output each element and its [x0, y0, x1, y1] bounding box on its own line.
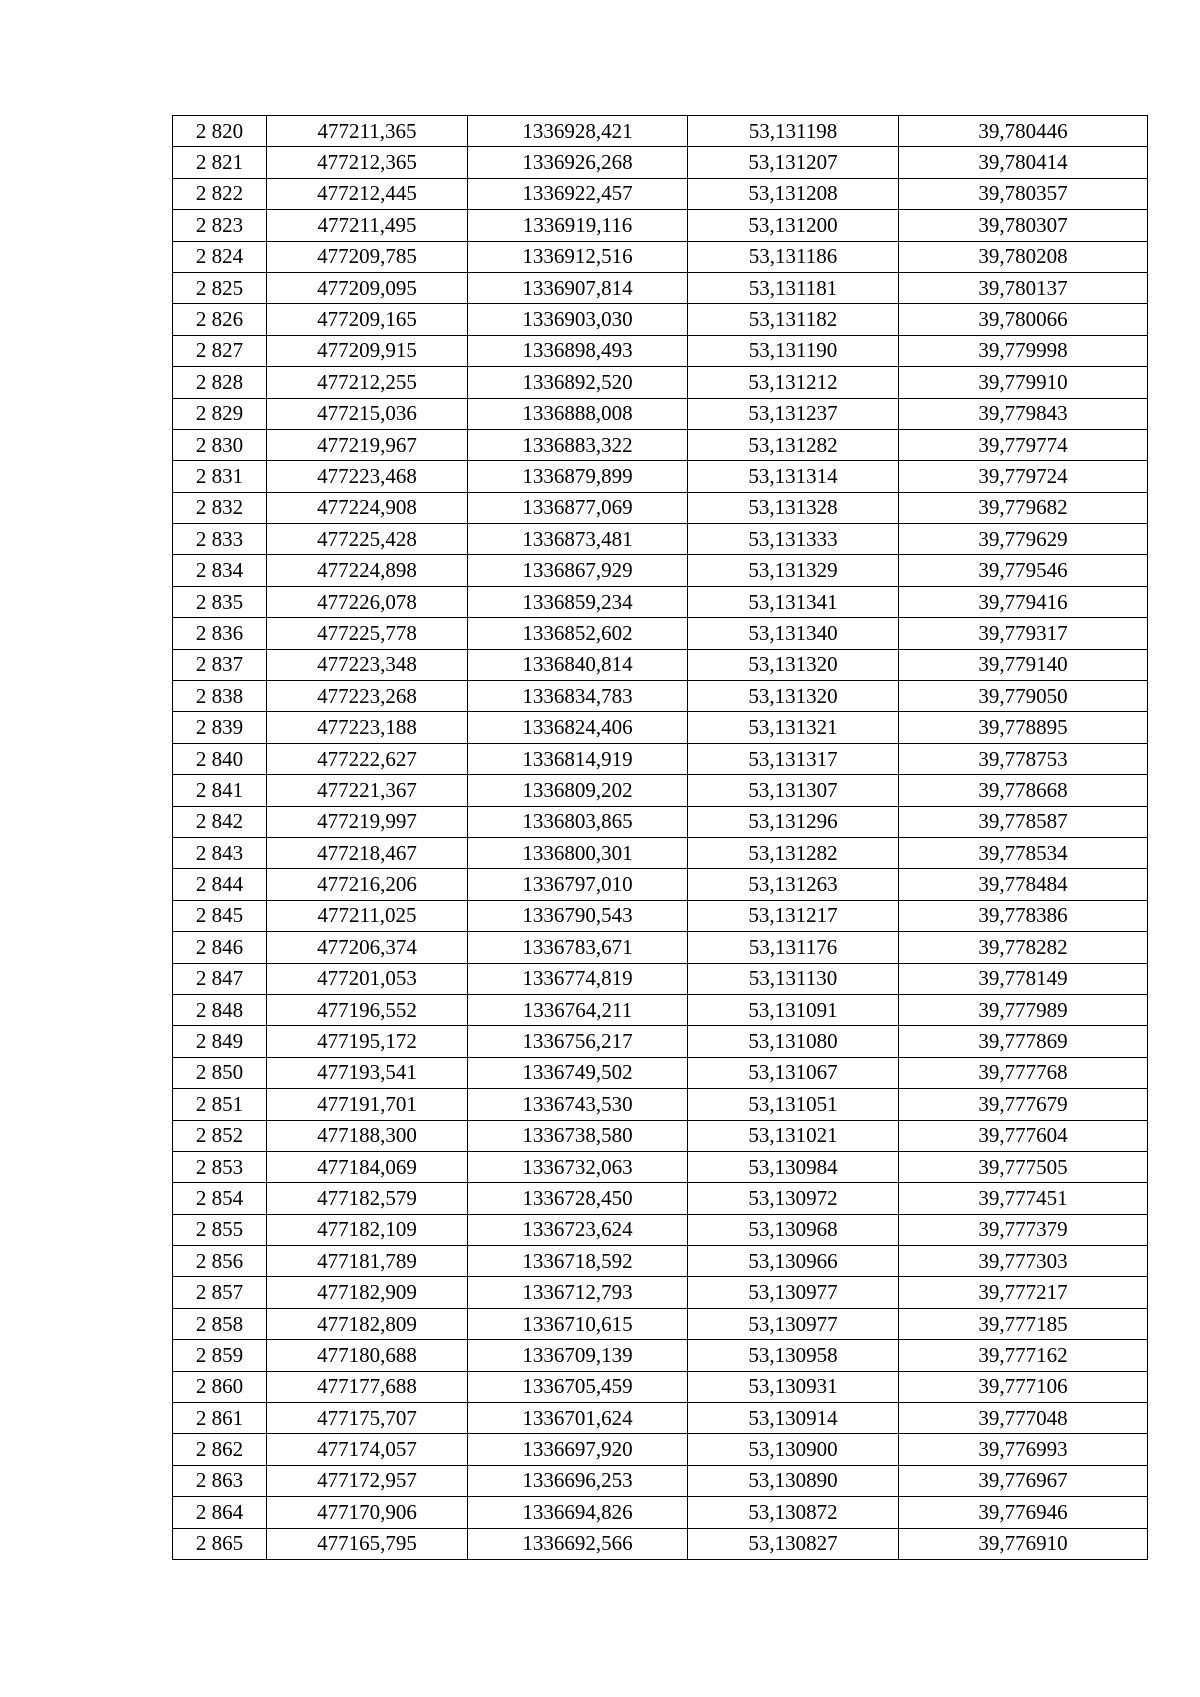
- longitude-cell: 39,777989: [899, 994, 1148, 1025]
- latitude-cell: 53,131333: [688, 524, 899, 555]
- coordinates-table: [172, 115, 1148, 1560]
- point-number-cell: 2 838: [173, 681, 267, 712]
- y-coordinate-cell: 1336774,819: [468, 963, 688, 994]
- latitude-cell: 53,131314: [688, 461, 899, 492]
- longitude-cell: 39,776967: [899, 1465, 1148, 1496]
- longitude-cell: 39,779774: [899, 429, 1148, 460]
- longitude-cell: 39,778534: [899, 837, 1148, 868]
- table-row: [173, 1183, 1148, 1214]
- y-coordinate-cell: 1336883,322: [468, 429, 688, 460]
- latitude-cell: 53,130931: [688, 1371, 899, 1402]
- longitude-cell: 39,777106: [899, 1371, 1148, 1402]
- x-coordinate-cell: 477182,809: [267, 1308, 468, 1339]
- point-number-cell: 2 858: [173, 1308, 267, 1339]
- latitude-cell: 53,130984: [688, 1151, 899, 1182]
- y-coordinate-cell: 1336694,826: [468, 1497, 688, 1528]
- x-coordinate-cell: 477221,367: [267, 775, 468, 806]
- x-coordinate-cell: 477215,036: [267, 398, 468, 429]
- table-row: [173, 775, 1148, 806]
- longitude-cell: 39,778587: [899, 806, 1148, 837]
- table-row: [173, 1277, 1148, 1308]
- point-number-cell: 2 823: [173, 210, 267, 241]
- longitude-cell: 39,780137: [899, 272, 1148, 303]
- x-coordinate-cell: 477222,627: [267, 743, 468, 774]
- longitude-cell: 39,779050: [899, 681, 1148, 712]
- table-row: [173, 1434, 1148, 1465]
- y-coordinate-cell: 1336732,063: [468, 1151, 688, 1182]
- y-coordinate-cell: 1336834,783: [468, 681, 688, 712]
- longitude-cell: 39,778282: [899, 932, 1148, 963]
- point-number-cell: 2 827: [173, 335, 267, 366]
- y-coordinate-cell: 1336723,624: [468, 1214, 688, 1245]
- latitude-cell: 53,131208: [688, 178, 899, 209]
- table-row: [173, 837, 1148, 868]
- point-number-cell: 2 821: [173, 147, 267, 178]
- longitude-cell: 39,779317: [899, 618, 1148, 649]
- table-row: [173, 1089, 1148, 1120]
- latitude-cell: 53,131190: [688, 335, 899, 366]
- point-number-cell: 2 832: [173, 492, 267, 523]
- latitude-cell: 53,130972: [688, 1183, 899, 1214]
- latitude-cell: 53,130900: [688, 1434, 899, 1465]
- x-coordinate-cell: 477209,785: [267, 241, 468, 272]
- y-coordinate-cell: 1336926,268: [468, 147, 688, 178]
- y-coordinate-cell: 1336756,217: [468, 1026, 688, 1057]
- y-coordinate-cell: 1336814,919: [468, 743, 688, 774]
- table-row: [173, 649, 1148, 680]
- y-coordinate-cell: 1336919,116: [468, 210, 688, 241]
- longitude-cell: 39,777048: [899, 1403, 1148, 1434]
- x-coordinate-cell: 477223,468: [267, 461, 468, 492]
- table-row: [173, 1340, 1148, 1371]
- point-number-cell: 2 822: [173, 178, 267, 209]
- x-coordinate-cell: 477172,957: [267, 1465, 468, 1496]
- y-coordinate-cell: 1336701,624: [468, 1403, 688, 1434]
- latitude-cell: 53,130872: [688, 1497, 899, 1528]
- y-coordinate-cell: 1336783,671: [468, 932, 688, 963]
- table-row: [173, 272, 1148, 303]
- point-number-cell: 2 830: [173, 429, 267, 460]
- latitude-cell: 53,131091: [688, 994, 899, 1025]
- table-row: [173, 1371, 1148, 1402]
- point-number-cell: 2 863: [173, 1465, 267, 1496]
- longitude-cell: 39,777604: [899, 1120, 1148, 1151]
- longitude-cell: 39,779910: [899, 367, 1148, 398]
- latitude-cell: 53,130958: [688, 1340, 899, 1371]
- longitude-cell: 39,780066: [899, 304, 1148, 335]
- longitude-cell: 39,777505: [899, 1151, 1148, 1182]
- longitude-cell: 39,777679: [899, 1089, 1148, 1120]
- y-coordinate-cell: 1336705,459: [468, 1371, 688, 1402]
- latitude-cell: 53,131317: [688, 743, 899, 774]
- latitude-cell: 53,131307: [688, 775, 899, 806]
- longitude-cell: 39,779724: [899, 461, 1148, 492]
- x-coordinate-cell: 477218,467: [267, 837, 468, 868]
- point-number-cell: 2 841: [173, 775, 267, 806]
- latitude-cell: 53,131181: [688, 272, 899, 303]
- table-row: [173, 335, 1148, 366]
- latitude-cell: 53,131051: [688, 1089, 899, 1120]
- x-coordinate-cell: 477180,688: [267, 1340, 468, 1371]
- x-coordinate-cell: 477225,778: [267, 618, 468, 649]
- longitude-cell: 39,777185: [899, 1308, 1148, 1339]
- table-row: [173, 1026, 1148, 1057]
- point-number-cell: 2 849: [173, 1026, 267, 1057]
- longitude-cell: 39,778895: [899, 712, 1148, 743]
- latitude-cell: 53,131080: [688, 1026, 899, 1057]
- point-number-cell: 2 824: [173, 241, 267, 272]
- y-coordinate-cell: 1336718,592: [468, 1246, 688, 1277]
- table-row: [173, 398, 1148, 429]
- x-coordinate-cell: 477193,541: [267, 1057, 468, 1088]
- longitude-cell: 39,777768: [899, 1057, 1148, 1088]
- point-number-cell: 2 854: [173, 1183, 267, 1214]
- point-number-cell: 2 855: [173, 1214, 267, 1245]
- point-number-cell: 2 857: [173, 1277, 267, 1308]
- point-number-cell: 2 851: [173, 1089, 267, 1120]
- y-coordinate-cell: 1336840,814: [468, 649, 688, 680]
- latitude-cell: 53,130966: [688, 1246, 899, 1277]
- y-coordinate-cell: 1336877,069: [468, 492, 688, 523]
- y-coordinate-cell: 1336692,566: [468, 1528, 688, 1559]
- longitude-cell: 39,776993: [899, 1434, 1148, 1465]
- table-row: [173, 743, 1148, 774]
- longitude-cell: 39,779140: [899, 649, 1148, 680]
- latitude-cell: 53,131212: [688, 367, 899, 398]
- point-number-cell: 2 860: [173, 1371, 267, 1402]
- latitude-cell: 53,131237: [688, 398, 899, 429]
- x-coordinate-cell: 477211,365: [267, 116, 468, 147]
- y-coordinate-cell: 1336809,202: [468, 775, 688, 806]
- y-coordinate-cell: 1336790,543: [468, 900, 688, 931]
- y-coordinate-cell: 1336898,493: [468, 335, 688, 366]
- longitude-cell: 39,777303: [899, 1246, 1148, 1277]
- x-coordinate-cell: 477224,908: [267, 492, 468, 523]
- longitude-cell: 39,778386: [899, 900, 1148, 931]
- y-coordinate-cell: 1336912,516: [468, 241, 688, 272]
- table-row: [173, 555, 1148, 586]
- x-coordinate-cell: 477219,967: [267, 429, 468, 460]
- latitude-cell: 53,131329: [688, 555, 899, 586]
- longitude-cell: 39,776946: [899, 1497, 1148, 1528]
- latitude-cell: 53,130914: [688, 1403, 899, 1434]
- table-row: [173, 147, 1148, 178]
- table-row: [173, 681, 1148, 712]
- point-number-cell: 2 853: [173, 1151, 267, 1182]
- latitude-cell: 53,131328: [688, 492, 899, 523]
- latitude-cell: 53,131207: [688, 147, 899, 178]
- y-coordinate-cell: 1336888,008: [468, 398, 688, 429]
- x-coordinate-cell: 477170,906: [267, 1497, 468, 1528]
- longitude-cell: 39,780208: [899, 241, 1148, 272]
- latitude-cell: 53,131198: [688, 116, 899, 147]
- point-number-cell: 2 839: [173, 712, 267, 743]
- table-row: [173, 994, 1148, 1025]
- y-coordinate-cell: 1336710,615: [468, 1308, 688, 1339]
- table-row: [173, 178, 1148, 209]
- y-coordinate-cell: 1336697,920: [468, 1434, 688, 1465]
- longitude-cell: 39,779629: [899, 524, 1148, 555]
- table-row: [173, 304, 1148, 335]
- latitude-cell: 53,131282: [688, 429, 899, 460]
- table-row: [173, 869, 1148, 900]
- table-row: [173, 1246, 1148, 1277]
- table-row: [173, 1465, 1148, 1496]
- point-number-cell: 2 846: [173, 932, 267, 963]
- point-number-cell: 2 837: [173, 649, 267, 680]
- latitude-cell: 53,131282: [688, 837, 899, 868]
- latitude-cell: 53,131182: [688, 304, 899, 335]
- longitude-cell: 39,777451: [899, 1183, 1148, 1214]
- y-coordinate-cell: 1336824,406: [468, 712, 688, 743]
- point-number-cell: 2 831: [173, 461, 267, 492]
- x-coordinate-cell: 477206,374: [267, 932, 468, 963]
- table-row: [173, 367, 1148, 398]
- y-coordinate-cell: 1336852,602: [468, 618, 688, 649]
- y-coordinate-cell: 1336928,421: [468, 116, 688, 147]
- point-number-cell: 2 840: [173, 743, 267, 774]
- table-row: [173, 524, 1148, 555]
- x-coordinate-cell: 477211,495: [267, 210, 468, 241]
- latitude-cell: 53,131340: [688, 618, 899, 649]
- x-coordinate-cell: 477212,365: [267, 147, 468, 178]
- latitude-cell: 53,131130: [688, 963, 899, 994]
- latitude-cell: 53,130968: [688, 1214, 899, 1245]
- x-coordinate-cell: 477224,898: [267, 555, 468, 586]
- point-number-cell: 2 864: [173, 1497, 267, 1528]
- longitude-cell: 39,780357: [899, 178, 1148, 209]
- table-row: [173, 1214, 1148, 1245]
- longitude-cell: 39,779998: [899, 335, 1148, 366]
- x-coordinate-cell: 477195,172: [267, 1026, 468, 1057]
- coordinates-table-body: [173, 116, 1148, 1560]
- point-number-cell: 2 829: [173, 398, 267, 429]
- y-coordinate-cell: 1336867,929: [468, 555, 688, 586]
- longitude-cell: 39,777217: [899, 1277, 1148, 1308]
- y-coordinate-cell: 1336728,450: [468, 1183, 688, 1214]
- x-coordinate-cell: 477174,057: [267, 1434, 468, 1465]
- point-number-cell: 2 834: [173, 555, 267, 586]
- x-coordinate-cell: 477211,025: [267, 900, 468, 931]
- x-coordinate-cell: 477188,300: [267, 1120, 468, 1151]
- point-number-cell: 2 835: [173, 586, 267, 617]
- table-row: [173, 429, 1148, 460]
- point-number-cell: 2 828: [173, 367, 267, 398]
- x-coordinate-cell: 477196,552: [267, 994, 468, 1025]
- longitude-cell: 39,780414: [899, 147, 1148, 178]
- table-row: [173, 963, 1148, 994]
- table-row: [173, 210, 1148, 241]
- table-row: [173, 1403, 1148, 1434]
- point-number-cell: 2 842: [173, 806, 267, 837]
- y-coordinate-cell: 1336749,502: [468, 1057, 688, 1088]
- y-coordinate-cell: 1336797,010: [468, 869, 688, 900]
- longitude-cell: 39,779416: [899, 586, 1148, 617]
- point-number-cell: 2 861: [173, 1403, 267, 1434]
- x-coordinate-cell: 477223,268: [267, 681, 468, 712]
- point-number-cell: 2 848: [173, 994, 267, 1025]
- table-row: [173, 461, 1148, 492]
- longitude-cell: 39,780446: [899, 116, 1148, 147]
- y-coordinate-cell: 1336859,234: [468, 586, 688, 617]
- point-number-cell: 2 859: [173, 1340, 267, 1371]
- y-coordinate-cell: 1336892,520: [468, 367, 688, 398]
- x-coordinate-cell: 477177,688: [267, 1371, 468, 1402]
- latitude-cell: 53,131217: [688, 900, 899, 931]
- x-coordinate-cell: 477212,445: [267, 178, 468, 209]
- longitude-cell: 39,778484: [899, 869, 1148, 900]
- y-coordinate-cell: 1336873,481: [468, 524, 688, 555]
- latitude-cell: 53,131200: [688, 210, 899, 241]
- table-row: [173, 900, 1148, 931]
- latitude-cell: 53,130977: [688, 1277, 899, 1308]
- y-coordinate-cell: 1336903,030: [468, 304, 688, 335]
- x-coordinate-cell: 477216,206: [267, 869, 468, 900]
- latitude-cell: 53,131320: [688, 649, 899, 680]
- latitude-cell: 53,130827: [688, 1528, 899, 1559]
- longitude-cell: 39,779843: [899, 398, 1148, 429]
- x-coordinate-cell: 477182,579: [267, 1183, 468, 1214]
- latitude-cell: 53,130977: [688, 1308, 899, 1339]
- table-row: [173, 618, 1148, 649]
- latitude-cell: 53,131263: [688, 869, 899, 900]
- y-coordinate-cell: 1336709,139: [468, 1340, 688, 1371]
- longitude-cell: 39,778753: [899, 743, 1148, 774]
- longitude-cell: 39,780307: [899, 210, 1148, 241]
- table-row: [173, 712, 1148, 743]
- longitude-cell: 39,779682: [899, 492, 1148, 523]
- latitude-cell: 53,131067: [688, 1057, 899, 1088]
- x-coordinate-cell: 477209,095: [267, 272, 468, 303]
- x-coordinate-cell: 477182,909: [267, 1277, 468, 1308]
- table-row: [173, 586, 1148, 617]
- latitude-cell: 53,131341: [688, 586, 899, 617]
- table-row: [173, 932, 1148, 963]
- longitude-cell: 39,778668: [899, 775, 1148, 806]
- table-row: [173, 1151, 1148, 1182]
- x-coordinate-cell: 477225,428: [267, 524, 468, 555]
- table-row: [173, 1057, 1148, 1088]
- x-coordinate-cell: 477209,165: [267, 304, 468, 335]
- x-coordinate-cell: 477209,915: [267, 335, 468, 366]
- latitude-cell: 53,131320: [688, 681, 899, 712]
- latitude-cell: 53,131021: [688, 1120, 899, 1151]
- x-coordinate-cell: 477184,069: [267, 1151, 468, 1182]
- table-row: [173, 1528, 1148, 1559]
- x-coordinate-cell: 477181,789: [267, 1246, 468, 1277]
- latitude-cell: 53,131296: [688, 806, 899, 837]
- x-coordinate-cell: 477219,997: [267, 806, 468, 837]
- table-row: [173, 241, 1148, 272]
- longitude-cell: 39,777379: [899, 1214, 1148, 1245]
- y-coordinate-cell: 1336712,793: [468, 1277, 688, 1308]
- point-number-cell: 2 833: [173, 524, 267, 555]
- longitude-cell: 39,779546: [899, 555, 1148, 586]
- table-row: [173, 1497, 1148, 1528]
- point-number-cell: 2 843: [173, 837, 267, 868]
- y-coordinate-cell: 1336764,211: [468, 994, 688, 1025]
- y-coordinate-cell: 1336879,899: [468, 461, 688, 492]
- point-number-cell: 2 844: [173, 869, 267, 900]
- point-number-cell: 2 862: [173, 1434, 267, 1465]
- x-coordinate-cell: 477182,109: [267, 1214, 468, 1245]
- longitude-cell: 39,777162: [899, 1340, 1148, 1371]
- latitude-cell: 53,131176: [688, 932, 899, 963]
- x-coordinate-cell: 477191,701: [267, 1089, 468, 1120]
- y-coordinate-cell: 1336743,530: [468, 1089, 688, 1120]
- table-row: [173, 116, 1148, 147]
- y-coordinate-cell: 1336922,457: [468, 178, 688, 209]
- point-number-cell: 2 825: [173, 272, 267, 303]
- table-row: [173, 1120, 1148, 1151]
- point-number-cell: 2 836: [173, 618, 267, 649]
- x-coordinate-cell: 477226,078: [267, 586, 468, 617]
- x-coordinate-cell: 477165,795: [267, 1528, 468, 1559]
- point-number-cell: 2 847: [173, 963, 267, 994]
- x-coordinate-cell: 477223,188: [267, 712, 468, 743]
- point-number-cell: 2 850: [173, 1057, 267, 1088]
- x-coordinate-cell: 477175,707: [267, 1403, 468, 1434]
- point-number-cell: 2 826: [173, 304, 267, 335]
- point-number-cell: 2 852: [173, 1120, 267, 1151]
- latitude-cell: 53,131186: [688, 241, 899, 272]
- y-coordinate-cell: 1336696,253: [468, 1465, 688, 1496]
- point-number-cell: 2 820: [173, 116, 267, 147]
- y-coordinate-cell: 1336738,580: [468, 1120, 688, 1151]
- y-coordinate-cell: 1336907,814: [468, 272, 688, 303]
- x-coordinate-cell: 477201,053: [267, 963, 468, 994]
- y-coordinate-cell: 1336803,865: [468, 806, 688, 837]
- x-coordinate-cell: 477212,255: [267, 367, 468, 398]
- table-row: [173, 492, 1148, 523]
- point-number-cell: 2 865: [173, 1528, 267, 1559]
- longitude-cell: 39,776910: [899, 1528, 1148, 1559]
- longitude-cell: 39,777869: [899, 1026, 1148, 1057]
- table-row: [173, 1308, 1148, 1339]
- latitude-cell: 53,130890: [688, 1465, 899, 1496]
- point-number-cell: 2 856: [173, 1246, 267, 1277]
- point-number-cell: 2 845: [173, 900, 267, 931]
- x-coordinate-cell: 477223,348: [267, 649, 468, 680]
- longitude-cell: 39,778149: [899, 963, 1148, 994]
- table-row: [173, 806, 1148, 837]
- latitude-cell: 53,131321: [688, 712, 899, 743]
- y-coordinate-cell: 1336800,301: [468, 837, 688, 868]
